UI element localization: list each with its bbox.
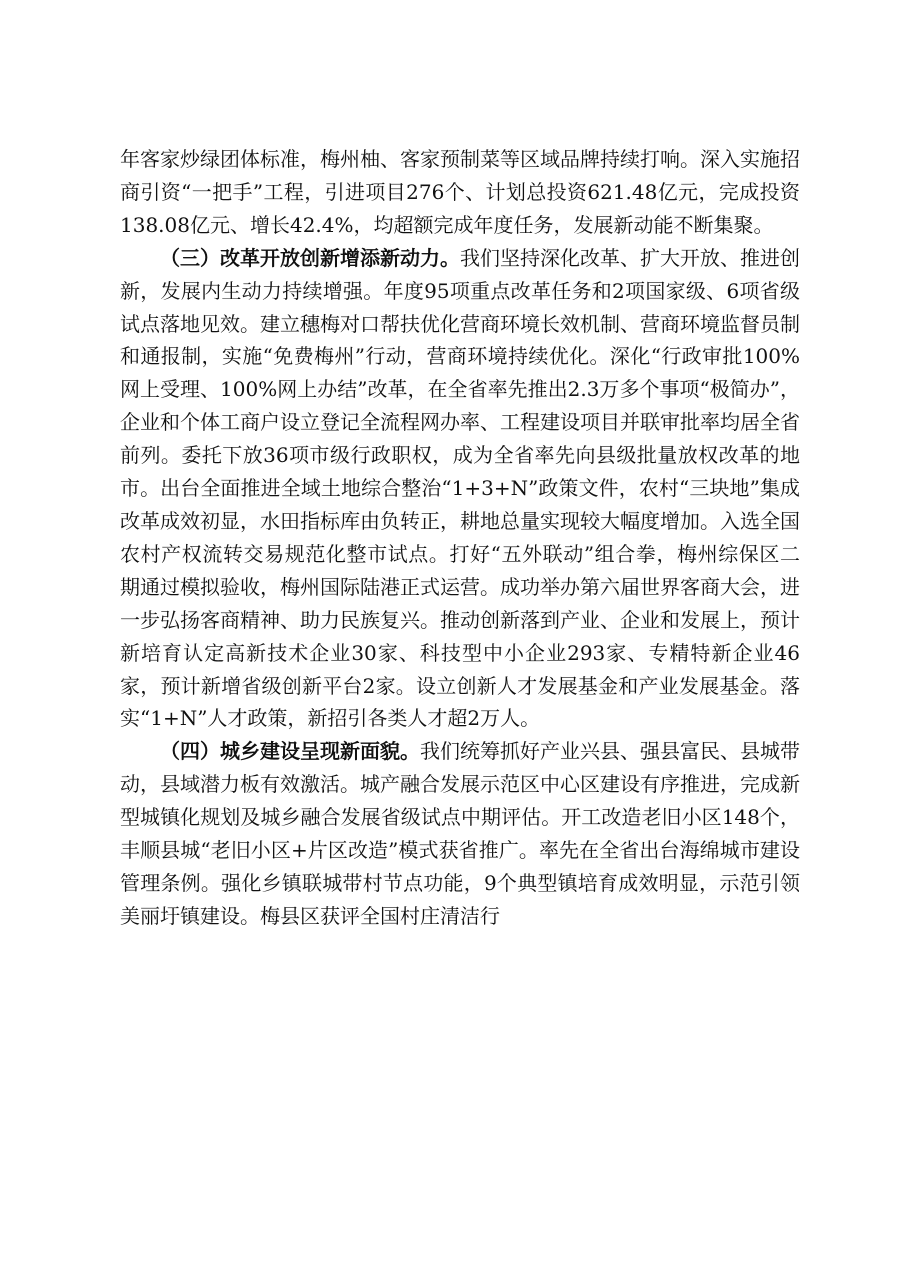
paragraph-body: 年客家炒绿团体标准，梅州柚、客家预制菜等区域品牌持续打响。深入实施招商引资“一把手”工程，引进项目276个、计划总投资621.48亿元，完成投资138.08亿元、增长42.4%，均超额完成年度任务，发展新动能不断集聚。	[120, 147, 800, 237]
paragraph-body: 我们统筹抓好产业兴县、强县富民、县城带动，县域潜力板有效激活。城产融合发展示范区中心区建设有序推进，完成新型城镇化规划及城乡融合发展省级试点中期评估。开工改造老旧小区148个，丰顺县城“老旧小区+片区改造”模式获省推广。率先在全省出台海绵城市建设管理条例。强化乡镇联城带村节点功能，9个典型镇培育成效明显，示范引领美丽圩镇建设。梅县区获评全国村庄清洁行	[120, 739, 800, 928]
document-body	[120, 143, 800, 933]
paragraph-urban-rural	[120, 735, 800, 932]
paragraph-body: 我们坚持深化改革、扩大开放、推进创新，发展内生动力持续增强。年度95项重点改革任务和2项国家级、6项省级试点落地见效。建立穗梅对口帮扶优化营商环境长效机制、营商环境监督员制和通报制，实施“免费梅州”行动，营商环境持续优化。深化“行政审批100%网上受理、100%网上办结”改革，在全省率先推出2.3万多个事项“极简办”，企业和个体工商户设立登记全流程网办率、工程建设项目并联审批率均居全省前列。委托下放36项市级行政职权，成为全省率先向县级批量放权改革的地市。出台全面推进全域土地综合整治“1+3+N”政策文件，农村“三块地”集成改革成效初显，水田指标库由负转正，耕地总量实现较大幅度增加。入选全国农村产权流转交易规范化整市试点。打好“五外联动”组合拳，梅州综保区二期通过模拟验收，梅州国际陆港正式运营。成功举办第六届世界客商大会，进一步弘扬客商精神、助力民族复兴。推动创新落到产业、企业和发展上，预计新培育认定高新技术企业30家、科技型中小企业293家、专精特新企业46家，预计新增省级创新平台2家。设立创新人才发展基金和产业发展基金。落实“1+N”人才政策，新招引各类人才超2万人。	[120, 245, 800, 731]
section-heading-3: （三）改革开放创新增添新动力。	[160, 245, 460, 270]
paragraph-reform-opening	[120, 242, 800, 736]
paragraph-continuation	[120, 143, 800, 242]
section-heading-4: （四）城乡建设呈现新面貌。	[160, 739, 420, 764]
